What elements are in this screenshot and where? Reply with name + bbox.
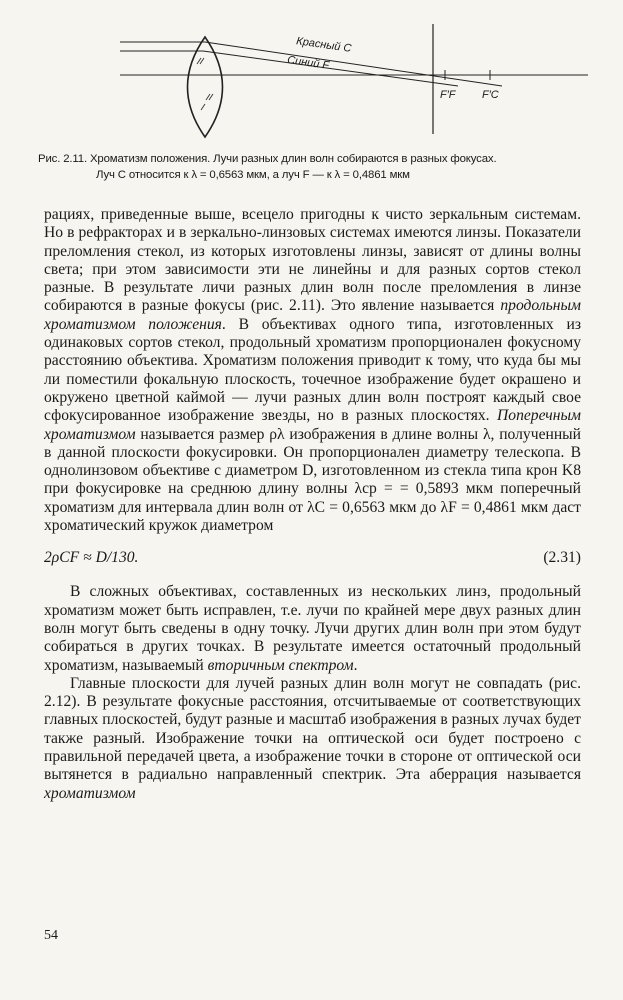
p1-text-c: называется размер ρλ изображения в длине волны λ, полученный в данной плоскости фокусировки. Он пропорционален диаметру телескопа. В однолинзовом объективе с диаметром D, изготовленном из стекла типа крон K8 при фокусировке на среднюю длину волны λср = = 0,5893 мкм поперечный хроматизм для интервала длин волн от λC = 0,6563 мкм до λF = 0,4861 мкм даст хроматический кружок диаметром: [44, 425, 581, 535]
label-ray-c: Красный C: [295, 35, 353, 55]
figure-caption: [38, 151, 598, 183]
label-ray-f: Синий F: [286, 54, 330, 72]
caption-line-2: Луч C относится к λ = 0,6563 мкм, а луч F — к λ = 0,4861 мкм: [96, 169, 410, 181]
equation-formula: 2ρCF ≈ D/130.: [44, 549, 139, 567]
paragraph-1: [44, 206, 581, 535]
p1-text-a: рациях, приведенные выше, всецело пригодны к чисто зеркальным системам. Но в рефракторах и в зеркально-линзовых системах имеются линзы. Показатели преломления стекол, из которых изготовлены линзы, зависят от длины волны света; при этом зависимости эти не линейны и для разных сортов стекол разные. В результате личи разных длин волн после преломления в линзе собираются в разные фокусы (рис. 2.11). Это явление называется: [44, 206, 581, 315]
label-focus-c: F′C: [482, 89, 499, 101]
term-lateral-chromatism: Поперечным хроматизмом: [44, 407, 581, 443]
p2-text-a: В сложных объективах, составленных из нескольких линз, продольный хроматизм может быть исправлен, т.е. лучи по крайней мере двух разных длин волн могут быть сведены в одну точку. Лучи других длин волн при этом будут собираться в других точках. В результате имеется остаточный продольный хроматизм, называемый: [44, 583, 581, 674]
ray-red-c: [205, 42, 502, 86]
ray-blue-f: [203, 51, 458, 86]
paragraph-2: [44, 583, 581, 674]
p2-text-b: .: [353, 656, 358, 674]
equation-2-31: [44, 549, 581, 571]
lens: [188, 37, 223, 137]
p3-text-a: Главные плоскости для лучей разных длин волн могут не совпадать (рис. 2.12). В результате фокусные расстояния, отсчитываемые от соответствующих главных плоскостей, будут разные и масштаб изображения в разных лучах будет также разный. Изображение точки на оптической оси будет построено с правильной передачей цвета, а изображение точки в стороне от оптической оси вытянется в радиально направленный спектрик. Эта аберрация называется: [44, 674, 581, 784]
caption-line-1: Рис. 2.11. Хроматизм положения. Лучи разных длин волн собираются в разных фокусах.: [38, 153, 497, 165]
equation-number: (2.31): [543, 549, 581, 567]
term-secondary-spectrum: вторичным спектром: [207, 656, 354, 674]
paragraph-3: [44, 675, 581, 803]
label-focus-f: F′F: [440, 89, 456, 101]
lens-diagram: [0, 0, 623, 150]
term-longitudinal-chromatism: продольным хроматизмом положения: [44, 297, 581, 333]
figure-2-11: [0, 0, 623, 150]
lens-hatching: [197, 58, 213, 110]
main-text: [44, 206, 581, 803]
page-number: 54: [44, 928, 58, 943]
term-chromatism: хроматизмом: [44, 784, 136, 802]
p1-text-b: . В объективах одного типа, изготовленных из одинаковых сортов стекол, продольный хроматизм пропорционален фокусному расстоянию объектива. Хроматизм положения приводит к тому, что куда бы мы ли поместили фокальную плоскость, точечное изображение будет окрашено и окружено цветной каймой — лучи разных длин волн построят каждый свое сфокусированное изображение звезды, но в разных плоскостях.: [44, 315, 581, 425]
